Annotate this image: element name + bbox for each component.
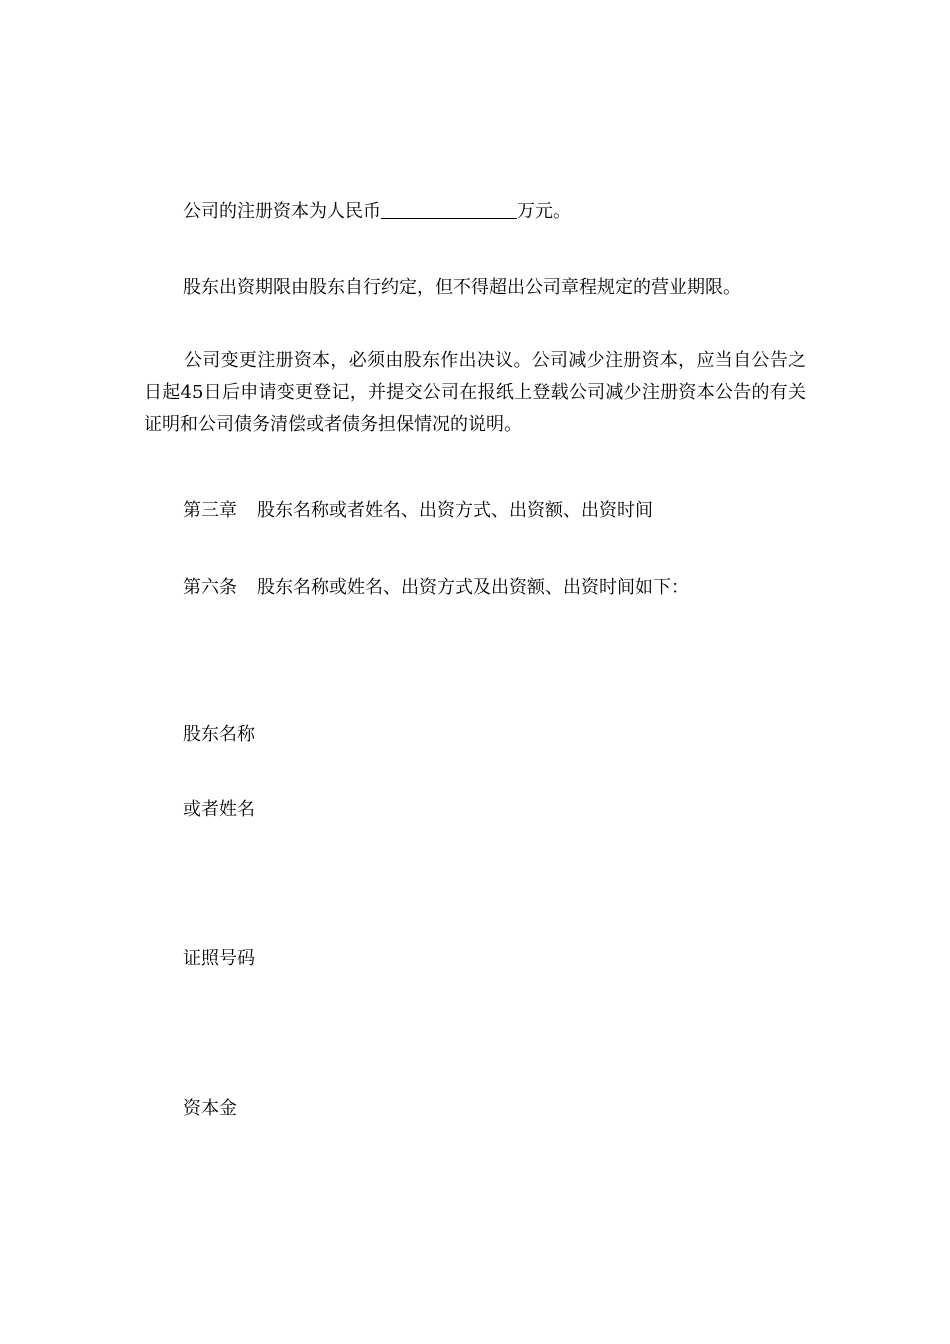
article-six-text: 股东名称或姓名、出资方式及出资额、出资时间如下： (257, 577, 689, 598)
registered-capital-suffix: 万元。 (517, 201, 571, 222)
shareholder-name-header-line2: 或者姓名 (183, 799, 255, 820)
registered-capital-line (183, 197, 571, 227)
chapter-three-label: 第三章 (183, 500, 237, 521)
capital-header: 资本金 (183, 1098, 237, 1119)
contribution-term-line: 股东出资期限由股东自行约定，但不得超出公司章程规定的营业期限。 (183, 277, 741, 298)
chapter-three-heading (183, 496, 653, 526)
shareholder-name-header-line1: 股东名称 (183, 724, 255, 745)
capital-amount-blank[interactable] (381, 200, 517, 219)
capital-change-paragraph: 公司变更注册资本，必须由股东作出决议。公司减少注册资本，应当自公告之日起45日后申请变更登记，并提交公司在报纸上登载公司减少注册资本公告的有关证明和公司债务清偿或者债务担保情况的说明。 (144, 350, 806, 435)
id-number-header: 证照号码 (183, 948, 255, 969)
article-six-label: 第六条 (183, 577, 237, 598)
registered-capital-prefix: 公司的注册资本为人民币 (183, 201, 381, 222)
article-six-line (183, 573, 689, 603)
chapter-three-title: 股东名称或者姓名、出资方式、出资额、出资时间 (257, 500, 653, 521)
